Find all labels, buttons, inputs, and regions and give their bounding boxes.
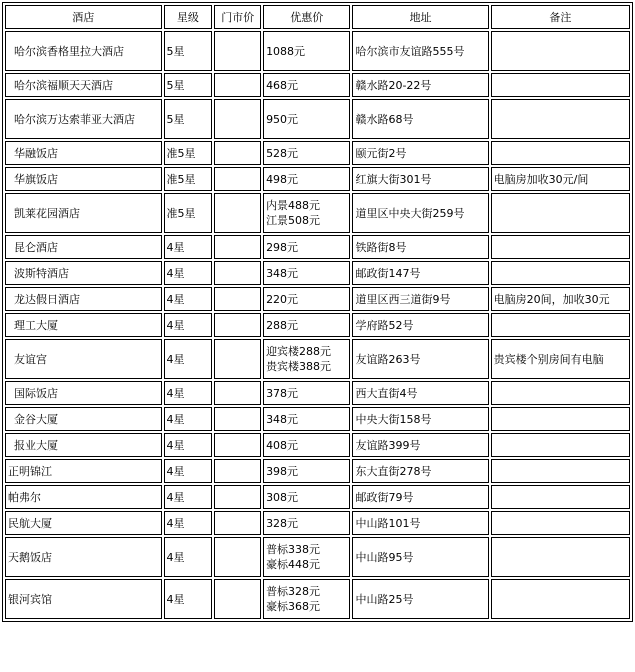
- star-cell: 4星: [164, 287, 213, 311]
- discount-price-cell: 328元: [263, 511, 350, 535]
- hotel-name-cell: 天鹅饭店: [5, 537, 162, 577]
- address-cell: 西大直街4号: [352, 381, 488, 405]
- hotel-price-table: [2, 2, 633, 622]
- door-price-cell: [214, 99, 261, 139]
- address-cell: 友谊路263号: [352, 339, 488, 379]
- star-cell: 4星: [164, 433, 213, 457]
- note-cell: [491, 485, 630, 509]
- discount-price-cell: 378元: [263, 381, 350, 405]
- star-cell: 4星: [164, 537, 213, 577]
- hotel-name-cell: 哈尔滨万达索菲亚大酒店: [5, 99, 162, 139]
- header-discount-price: 优惠价: [263, 5, 350, 29]
- table-row: [5, 579, 630, 619]
- table-row: [5, 485, 630, 509]
- discount-price-cell: 288元: [263, 313, 350, 337]
- hotel-name-cell: 银河宾馆: [5, 579, 162, 619]
- star-cell: 4星: [164, 511, 213, 535]
- door-price-cell: [214, 407, 261, 431]
- table-row: [5, 31, 630, 71]
- table-row: [5, 537, 630, 577]
- note-cell: [491, 537, 630, 577]
- address-cell: 颐元街2号: [352, 141, 488, 165]
- header-hotel: 酒店: [5, 5, 162, 29]
- door-price-cell: [214, 511, 261, 535]
- star-cell: 4星: [164, 381, 213, 405]
- note-cell: [491, 193, 630, 233]
- note-cell: [491, 261, 630, 285]
- door-price-cell: [214, 485, 261, 509]
- table-row: [5, 287, 630, 311]
- hotel-name-cell: 帕弗尔: [5, 485, 162, 509]
- hotel-name-cell: 哈尔滨香格里拉大酒店: [5, 31, 162, 71]
- address-cell: 中山路95号: [352, 537, 488, 577]
- door-price-cell: [214, 73, 261, 97]
- star-cell: 4星: [164, 485, 213, 509]
- discount-price-cell: 498元: [263, 167, 350, 191]
- header-star: 星级: [164, 5, 213, 29]
- note-cell: [491, 313, 630, 337]
- note-cell: [491, 407, 630, 431]
- table-row: [5, 381, 630, 405]
- door-price-cell: [214, 193, 261, 233]
- star-cell: 5星: [164, 73, 213, 97]
- star-cell: 5星: [164, 31, 213, 71]
- note-cell: [491, 579, 630, 619]
- star-cell: 准5星: [164, 141, 213, 165]
- hotel-name-cell: 国际饭店: [5, 381, 162, 405]
- table-row: [5, 193, 630, 233]
- address-cell: 哈尔滨市友谊路555号: [352, 31, 488, 71]
- door-price-cell: [214, 433, 261, 457]
- discount-price-cell: 348元: [263, 407, 350, 431]
- address-cell: 友谊路399号: [352, 433, 488, 457]
- note-cell: 电脑房20间，加收30元: [491, 287, 630, 311]
- address-cell: 铁路街8号: [352, 235, 488, 259]
- hotel-name-cell: 昆仑酒店: [5, 235, 162, 259]
- table-row: [5, 235, 630, 259]
- door-price-cell: [214, 339, 261, 379]
- table-row: [5, 459, 630, 483]
- discount-price-cell: 528元: [263, 141, 350, 165]
- discount-price-cell: 1088元: [263, 31, 350, 71]
- hotel-name-cell: 报业大厦: [5, 433, 162, 457]
- note-cell: [491, 141, 630, 165]
- discount-price-cell: 220元: [263, 287, 350, 311]
- hotel-name-cell: 友谊宫: [5, 339, 162, 379]
- hotel-name-cell: 金谷大厦: [5, 407, 162, 431]
- table-row: [5, 339, 630, 379]
- star-cell: 4星: [164, 579, 213, 619]
- hotel-name-cell: 波斯特酒店: [5, 261, 162, 285]
- door-price-cell: [214, 381, 261, 405]
- door-price-cell: [214, 459, 261, 483]
- note-cell: 电脑房加收30元/间: [491, 167, 630, 191]
- discount-price-cell: 950元: [263, 99, 350, 139]
- table-row: [5, 99, 630, 139]
- discount-price-cell: 普标328元 豪标368元: [263, 579, 350, 619]
- star-cell: 准5星: [164, 167, 213, 191]
- note-cell: [491, 31, 630, 71]
- address-cell: 赣水路68号: [352, 99, 488, 139]
- header-door-price: 门市价: [214, 5, 261, 29]
- discount-price-cell: 298元: [263, 235, 350, 259]
- star-cell: 4星: [164, 339, 213, 379]
- star-cell: 4星: [164, 459, 213, 483]
- address-cell: 邮政街147号: [352, 261, 488, 285]
- discount-price-cell: 迎宾楼288元 贵宾楼388元: [263, 339, 350, 379]
- address-cell: 中央大街158号: [352, 407, 488, 431]
- address-cell: 道里区西三道街9号: [352, 287, 488, 311]
- door-price-cell: [214, 537, 261, 577]
- address-cell: 学府路52号: [352, 313, 488, 337]
- note-cell: 贵宾楼个别房间有电脑: [491, 339, 630, 379]
- address-cell: 邮政街79号: [352, 485, 488, 509]
- star-cell: 4星: [164, 407, 213, 431]
- table-row: [5, 407, 630, 431]
- door-price-cell: [214, 313, 261, 337]
- discount-price-cell: 398元: [263, 459, 350, 483]
- address-cell: 道里区中央大街259号: [352, 193, 488, 233]
- star-cell: 4星: [164, 261, 213, 285]
- star-cell: 准5星: [164, 193, 213, 233]
- door-price-cell: [214, 287, 261, 311]
- note-cell: [491, 459, 630, 483]
- door-price-cell: [214, 261, 261, 285]
- hotel-name-cell: 哈尔滨福顺天天酒店: [5, 73, 162, 97]
- header-address: 地址: [352, 5, 488, 29]
- table-row: [5, 433, 630, 457]
- door-price-cell: [214, 235, 261, 259]
- door-price-cell: [214, 31, 261, 71]
- address-cell: 红旗大街301号: [352, 167, 488, 191]
- discount-price-cell: 308元: [263, 485, 350, 509]
- table-row: [5, 511, 630, 535]
- header-note: 备注: [491, 5, 630, 29]
- note-cell: [491, 433, 630, 457]
- table-row: [5, 313, 630, 337]
- note-cell: [491, 99, 630, 139]
- door-price-cell: [214, 579, 261, 619]
- address-cell: 东大直街278号: [352, 459, 488, 483]
- table-row: [5, 73, 630, 97]
- hotel-name-cell: 理工大厦: [5, 313, 162, 337]
- note-cell: [491, 73, 630, 97]
- star-cell: 4星: [164, 313, 213, 337]
- table-row: [5, 141, 630, 165]
- note-cell: [491, 235, 630, 259]
- header-row: [5, 5, 630, 29]
- table-row: [5, 167, 630, 191]
- note-cell: [491, 381, 630, 405]
- hotel-name-cell: 华旗饭店: [5, 167, 162, 191]
- door-price-cell: [214, 167, 261, 191]
- address-cell: 赣水路20-22号: [352, 73, 488, 97]
- star-cell: 4星: [164, 235, 213, 259]
- table-body: [5, 31, 630, 619]
- address-cell: 中山路101号: [352, 511, 488, 535]
- door-price-cell: [214, 141, 261, 165]
- discount-price-cell: 408元: [263, 433, 350, 457]
- hotel-name-cell: 凯莱花园酒店: [5, 193, 162, 233]
- table-row: [5, 261, 630, 285]
- discount-price-cell: 普标338元 豪标448元: [263, 537, 350, 577]
- discount-price-cell: 348元: [263, 261, 350, 285]
- hotel-name-cell: 龙达假日酒店: [5, 287, 162, 311]
- hotel-name-cell: 华融饭店: [5, 141, 162, 165]
- address-cell: 中山路25号: [352, 579, 488, 619]
- discount-price-cell: 内景488元 江景508元: [263, 193, 350, 233]
- discount-price-cell: 468元: [263, 73, 350, 97]
- hotel-name-cell: 正明锦江: [5, 459, 162, 483]
- note-cell: [491, 511, 630, 535]
- hotel-name-cell: 民航大厦: [5, 511, 162, 535]
- star-cell: 5星: [164, 99, 213, 139]
